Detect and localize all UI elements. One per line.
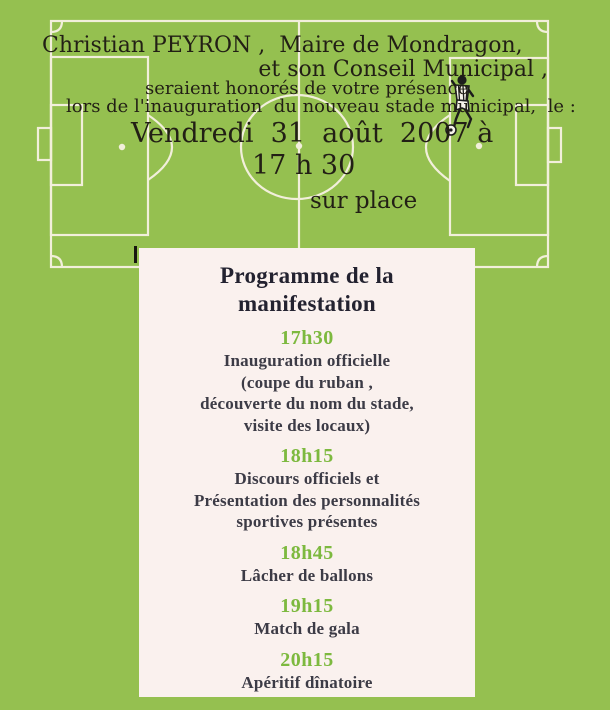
schedule-item — [139, 594, 475, 640]
obscured-text-mark — [134, 246, 137, 263]
schedule-activity-line: sportives présentes — [236, 512, 378, 531]
intro-line-1: seraient honorés de votre présence — [145, 78, 469, 99]
event-date: Vendredi 31 août 2007 à — [131, 118, 494, 149]
schedule-activity-line: Lâcher de ballons — [240, 565, 374, 585]
schedule-time: 17h30 — [280, 327, 334, 349]
event-place: sur place — [310, 188, 418, 214]
schedule-activity-line: (coupe du ruban , — [241, 372, 373, 392]
schedule-time: 19h15 — [280, 595, 334, 617]
schedule-time: 20h15 — [280, 648, 334, 671]
event-time: 17 h 30 — [252, 150, 356, 181]
program-title — [139, 262, 475, 318]
program-title-line: Programme de la — [220, 263, 394, 288]
schedule-activity-line: Apéritif dînatoire — [241, 672, 373, 692]
schedule-activity-line: Match de gala — [254, 619, 360, 638]
schedule-time: 18h45 — [280, 541, 334, 564]
schedule-activity-line: Discours officiels et — [234, 469, 380, 488]
schedule-item — [139, 326, 475, 436]
schedule-activity-line: visite des locaux) — [243, 415, 371, 435]
schedule-activity-line: Présentation des personnalités — [193, 490, 421, 510]
program-title-line: manifestation — [237, 291, 377, 316]
program-card — [139, 248, 475, 697]
schedule-item — [139, 444, 475, 533]
schedule-item — [139, 648, 475, 694]
schedule-item — [139, 541, 475, 587]
schedule-activity-line: Inauguration officielle — [223, 351, 391, 370]
intro-line-2: lors de l'inauguration du nouveau stade municipal, le : — [66, 96, 576, 117]
schedule-activity-line: découverte du nom du stade, — [200, 394, 414, 413]
host-line: Christian PEYRON , Maire de Mondragon, — [42, 33, 523, 58]
council-line: et son Conseil Municipal , — [258, 57, 548, 82]
schedule-time: 18h15 — [280, 445, 334, 467]
